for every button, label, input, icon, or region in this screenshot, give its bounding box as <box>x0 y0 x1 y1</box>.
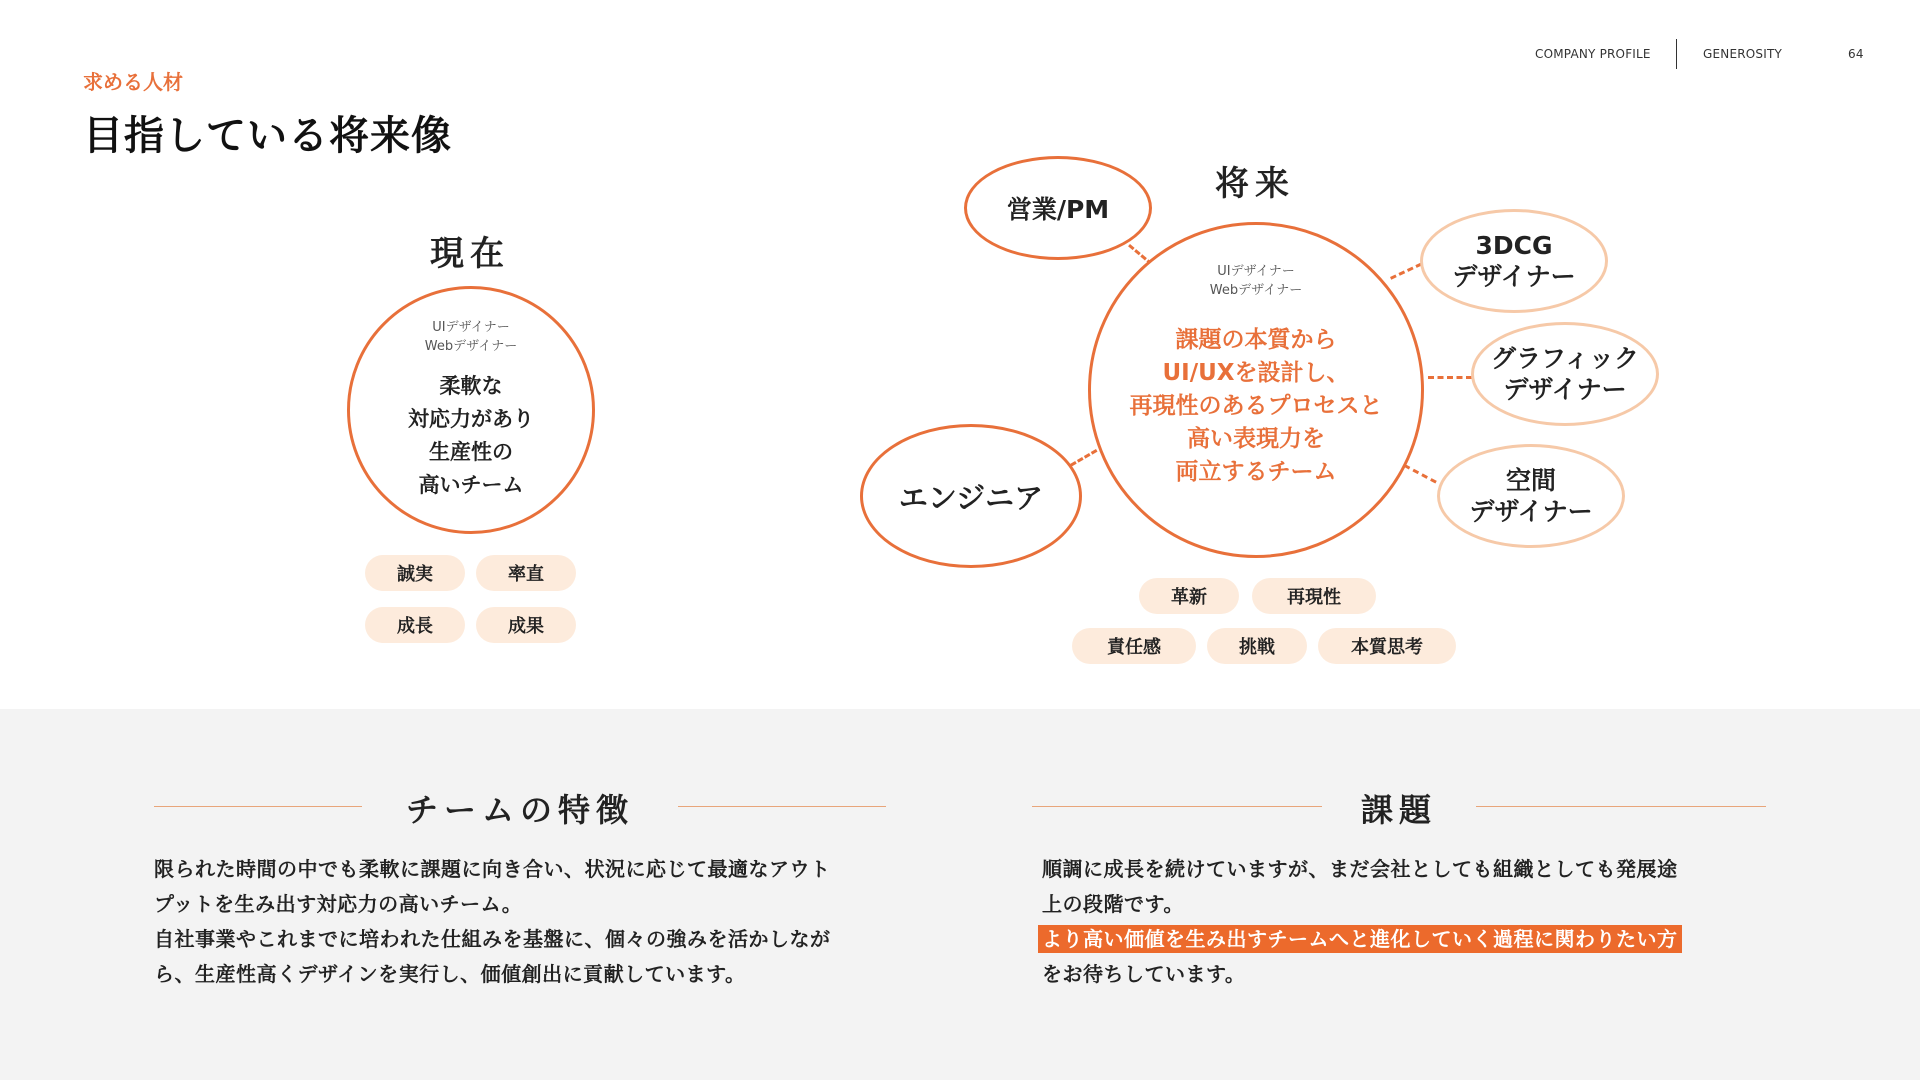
current-circle-description <box>408 370 534 502</box>
value-pill-essential-thinking: 本質思考 <box>1318 628 1456 664</box>
future-team-circle <box>1088 222 1424 558</box>
issues-line: 順調に成長を続けていますが、まだ会社としても組織としても発展途 <box>1042 857 1678 881</box>
value-pill-challenge: 挑戦 <box>1207 628 1307 664</box>
section-eyebrow: 求める人材 <box>83 70 183 94</box>
role-graphic-line: グラフィック <box>1490 344 1639 373</box>
current-circle-line: 高いチーム <box>418 473 524 497</box>
current-team-circle <box>347 286 595 534</box>
team-features-line: 自社事業やこれまでに培われた仕組みを基盤に、個々の強みを活かしなが <box>154 927 831 951</box>
future-circle-line: 高い表現力を <box>1187 425 1325 452</box>
header-separator <box>1676 39 1677 69</box>
future-circle-description <box>1130 324 1383 489</box>
connector-engineer <box>1070 449 1097 467</box>
future-circle-role-1: UIデザイナー <box>1217 263 1295 279</box>
role-space-line: デザイナー <box>1469 497 1593 526</box>
current-circle-line: 柔軟な <box>439 374 503 398</box>
connector-space <box>1404 464 1437 484</box>
team-heading-rule-left <box>154 806 362 807</box>
connector-graphic <box>1428 376 1472 379</box>
connector-3dcg <box>1390 263 1422 280</box>
value-pill-results: 成果 <box>476 607 576 643</box>
current-circle-role-1: UIデザイナー <box>432 320 510 335</box>
issues-highlight-row <box>1038 922 1802 957</box>
issues-line: をお待ちしています。 <box>1042 962 1246 986</box>
team-features-heading: チームの特徴 <box>405 791 634 829</box>
issues-text <box>1042 852 1802 992</box>
role-sales-pm: 営業/PM <box>964 156 1152 260</box>
value-pill-responsibility: 責任感 <box>1072 628 1196 664</box>
team-heading-rule-right <box>678 806 886 807</box>
issues-highlight: より高い価値を生み出すチームへと進化していく過程に関わりたい方 <box>1038 925 1682 953</box>
current-label: 現在 <box>430 234 510 274</box>
team-features-line: 限られた時間の中でも柔軟に課題に向き合い、状況に応じて最適なアウト <box>154 857 831 881</box>
role-space-line: 空間 <box>1505 466 1556 495</box>
value-pill-sincerity: 誠実 <box>365 555 465 591</box>
issues-heading-rule-right <box>1476 806 1766 807</box>
role-engineer: エンジニア <box>860 424 1082 568</box>
future-circle-roles <box>1210 262 1302 300</box>
page-title: 目指している将来像 <box>83 113 452 159</box>
value-pill-frankness: 率直 <box>476 555 576 591</box>
role-graphic-designer <box>1471 322 1659 426</box>
role-space-designer <box>1437 444 1625 548</box>
header-company-profile: COMPANY PROFILE <box>1535 47 1651 61</box>
future-circle-line: 再現性のあるプロセスと <box>1129 392 1383 419</box>
future-circle-line: UI/UXを設計し、 <box>1162 359 1350 386</box>
future-circle-role-2: Webデザイナー <box>1209 282 1303 298</box>
team-features-text <box>154 852 914 992</box>
value-pill-reproducibility: 再現性 <box>1252 578 1376 614</box>
header-generosity: GENEROSITY <box>1703 47 1783 61</box>
value-pill-growth: 成長 <box>365 607 465 643</box>
issues-line: 上の段階です。 <box>1042 892 1184 916</box>
issues-heading-rule-left <box>1032 806 1322 807</box>
current-circle-line: 生産性の <box>429 440 513 464</box>
page-number: 64 <box>1848 47 1864 61</box>
role-graphic-line: デザイナー <box>1503 375 1627 404</box>
value-pill-innovation: 革新 <box>1139 578 1239 614</box>
future-circle-line: 両立するチーム <box>1175 458 1337 485</box>
issues-heading: 課題 <box>1360 791 1437 829</box>
role-3dcg-designer <box>1420 209 1608 313</box>
role-3dcg-line: 3DCG <box>1475 231 1553 260</box>
role-3dcg-line: デザイナー <box>1452 262 1576 291</box>
team-features-line: ら、生産性高くデザインを実行し、価値創出に貢献しています。 <box>154 962 746 986</box>
current-circle-line: 対応力があり <box>408 407 534 431</box>
current-circle-role-2: Webデザイナー <box>424 339 518 354</box>
future-label: 将来 <box>1215 164 1295 204</box>
team-features-line: プットを生み出す対応力の高いチーム。 <box>154 892 523 916</box>
future-circle-line: 課題の本質から <box>1175 326 1337 353</box>
